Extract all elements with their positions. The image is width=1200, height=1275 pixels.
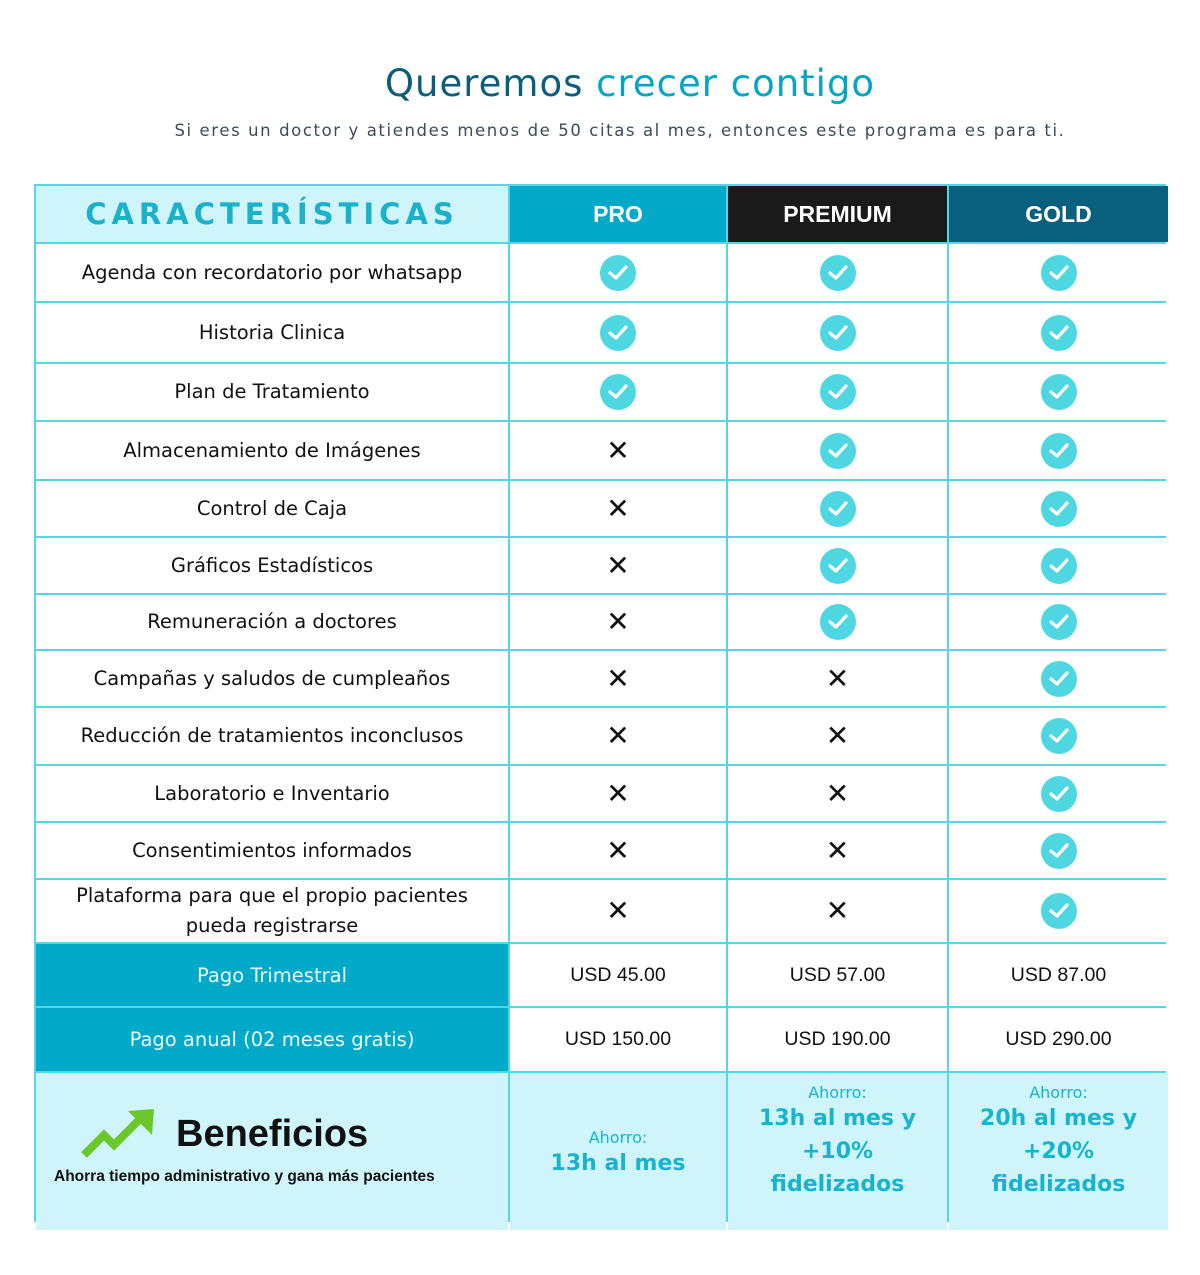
feature-cell-gold — [949, 595, 1168, 649]
check-icon — [1041, 718, 1077, 754]
cross-icon: ✕ — [606, 719, 630, 752]
feature-cell-pro — [510, 244, 726, 301]
check-icon — [1041, 604, 1077, 640]
feature-cell-pro — [510, 651, 726, 706]
cross-icon: ✕ — [606, 661, 630, 695]
feature-cell-premium — [728, 823, 947, 878]
feature-cell-premium — [728, 303, 947, 362]
price-gold: USD 290.00 — [949, 1008, 1168, 1071]
feature-cell-pro — [510, 364, 726, 420]
price-gold: USD 87.00 — [949, 944, 1168, 1006]
check-icon — [1041, 833, 1077, 869]
feature-cell-pro — [510, 766, 726, 821]
feature-cell-premium — [728, 422, 947, 479]
feature-cell-pro — [510, 538, 726, 593]
price-pro: USD 45.00 — [510, 944, 726, 1006]
check-icon — [820, 374, 856, 410]
price-label: Pago Trimestral — [36, 944, 508, 1006]
feature-name: Control de Caja — [36, 481, 508, 536]
feature-cell-premium — [728, 708, 947, 764]
savings-value: +10% — [801, 1138, 874, 1164]
benefits-cell — [36, 1073, 508, 1230]
feature-name: Laboratorio e Inventario — [36, 766, 508, 821]
cross-icon: ✕ — [606, 776, 630, 810]
feature-cell-pro — [510, 823, 726, 878]
check-icon — [600, 374, 636, 410]
feature-cell-premium — [728, 595, 947, 649]
feature-cell-pro — [510, 595, 726, 649]
benefit-premium — [728, 1073, 947, 1230]
feature-name: Remuneración a doctores — [36, 595, 508, 649]
price-label: Pago anual (02 meses gratis) — [36, 1008, 508, 1071]
cross-icon: ✕ — [606, 833, 630, 867]
check-icon — [820, 491, 856, 527]
cross-icon: ✕ — [606, 548, 630, 582]
feature-cell-premium — [728, 364, 947, 420]
feature-name: Reducción de tratamientos inconclusos — [36, 708, 508, 764]
feature-cell-pro — [510, 708, 726, 764]
price-premium: USD 57.00 — [728, 944, 947, 1006]
check-icon — [600, 255, 636, 291]
cross-icon: ✕ — [606, 894, 630, 927]
feature-cell-gold — [949, 880, 1168, 942]
feature-cell-gold — [949, 422, 1168, 479]
feature-name: Plan de Tratamiento — [36, 364, 508, 420]
savings-label: Ahorro: — [808, 1082, 867, 1102]
feature-name: Campañas y saludos de cumpleaños — [36, 651, 508, 706]
check-icon — [1041, 776, 1077, 812]
feature-name: Almacenamiento de Imágenes — [36, 422, 508, 479]
check-icon — [820, 433, 856, 469]
page-subtitle: Si eres un doctor y atiendes menos de 50 citas al mes, entonces este programa es para ti. — [174, 121, 1066, 140]
check-icon — [1041, 255, 1077, 291]
cross-icon: ✕ — [825, 894, 850, 927]
check-icon — [820, 548, 856, 584]
check-icon — [1041, 893, 1077, 929]
trend-up-arrow-icon — [80, 1107, 156, 1159]
check-icon — [1041, 433, 1077, 469]
feature-cell-gold — [949, 538, 1168, 593]
benefit-gold — [949, 1073, 1168, 1230]
check-icon — [600, 315, 636, 351]
benefits-title: Beneficios — [176, 1113, 369, 1155]
plan-header-premium: PREMIUM — [728, 186, 947, 242]
savings-value: +20% — [1022, 1138, 1095, 1164]
savings-value: 20h al mes y — [980, 1105, 1137, 1131]
page-title — [0, 62, 1200, 105]
check-icon — [1041, 661, 1077, 697]
feature-cell-gold — [949, 708, 1168, 764]
feature-cell-premium — [728, 880, 947, 942]
feature-cell-pro — [510, 303, 726, 362]
feature-cell-gold — [949, 651, 1168, 706]
plan-header-pro: PRO — [510, 186, 726, 242]
check-icon — [820, 604, 856, 640]
cross-icon: ✕ — [606, 433, 630, 467]
features-header: CARACTERÍSTICAS — [36, 186, 508, 242]
cross-icon: ✕ — [825, 719, 850, 752]
savings-value: fidelizados — [770, 1171, 905, 1197]
savings-label: Ahorro: — [1029, 1082, 1088, 1102]
feature-name: Plataforma para que el propio pacientes pueda registrarse — [36, 880, 508, 942]
check-icon — [820, 315, 856, 351]
feature-cell-gold — [949, 766, 1168, 821]
check-icon — [1041, 548, 1077, 584]
feature-cell-pro — [510, 880, 726, 942]
check-icon — [1041, 374, 1077, 410]
feature-cell-pro — [510, 481, 726, 536]
check-icon — [820, 255, 856, 291]
feature-cell-premium — [728, 651, 947, 706]
feature-cell-gold — [949, 481, 1168, 536]
savings-label: Ahorro: — [588, 1127, 648, 1147]
price-premium: USD 190.00 — [728, 1008, 947, 1071]
feature-cell-gold — [949, 823, 1168, 878]
feature-cell-premium — [728, 538, 947, 593]
title-part-2: crecer contigo — [596, 62, 876, 105]
cross-icon: ✕ — [606, 491, 630, 525]
price-pro: USD 150.00 — [510, 1008, 726, 1071]
feature-cell-pro — [510, 422, 726, 479]
benefit-pro — [510, 1073, 726, 1230]
feature-cell-gold — [949, 364, 1168, 420]
savings-value: 13h al mes y — [759, 1105, 916, 1131]
plan-header-gold: GOLD — [949, 186, 1168, 242]
feature-cell-premium — [728, 481, 947, 536]
cross-icon: ✕ — [825, 776, 850, 810]
pricing-table — [34, 184, 1166, 1222]
savings-value: fidelizados — [991, 1171, 1126, 1197]
title-part-1: Queremos — [384, 62, 584, 105]
cross-icon: ✕ — [606, 605, 630, 638]
benefits-subtitle: Ahorra tiempo administrativo y gana más pacientes — [54, 1168, 435, 1185]
savings-value: 13h al mes — [550, 1150, 686, 1176]
feature-cell-gold — [949, 244, 1168, 301]
feature-name: Historia Clinica — [36, 303, 508, 362]
feature-cell-gold — [949, 303, 1168, 362]
feature-name: Gráficos Estadísticos — [36, 538, 508, 593]
cross-icon: ✕ — [825, 661, 850, 695]
cross-icon: ✕ — [825, 833, 850, 867]
feature-cell-premium — [728, 244, 947, 301]
check-icon — [1041, 315, 1077, 351]
feature-name: Agenda con recordatorio por whatsapp — [36, 244, 508, 301]
check-icon — [1041, 491, 1077, 527]
feature-name: Consentimientos informados — [36, 823, 508, 878]
feature-cell-premium — [728, 766, 947, 821]
